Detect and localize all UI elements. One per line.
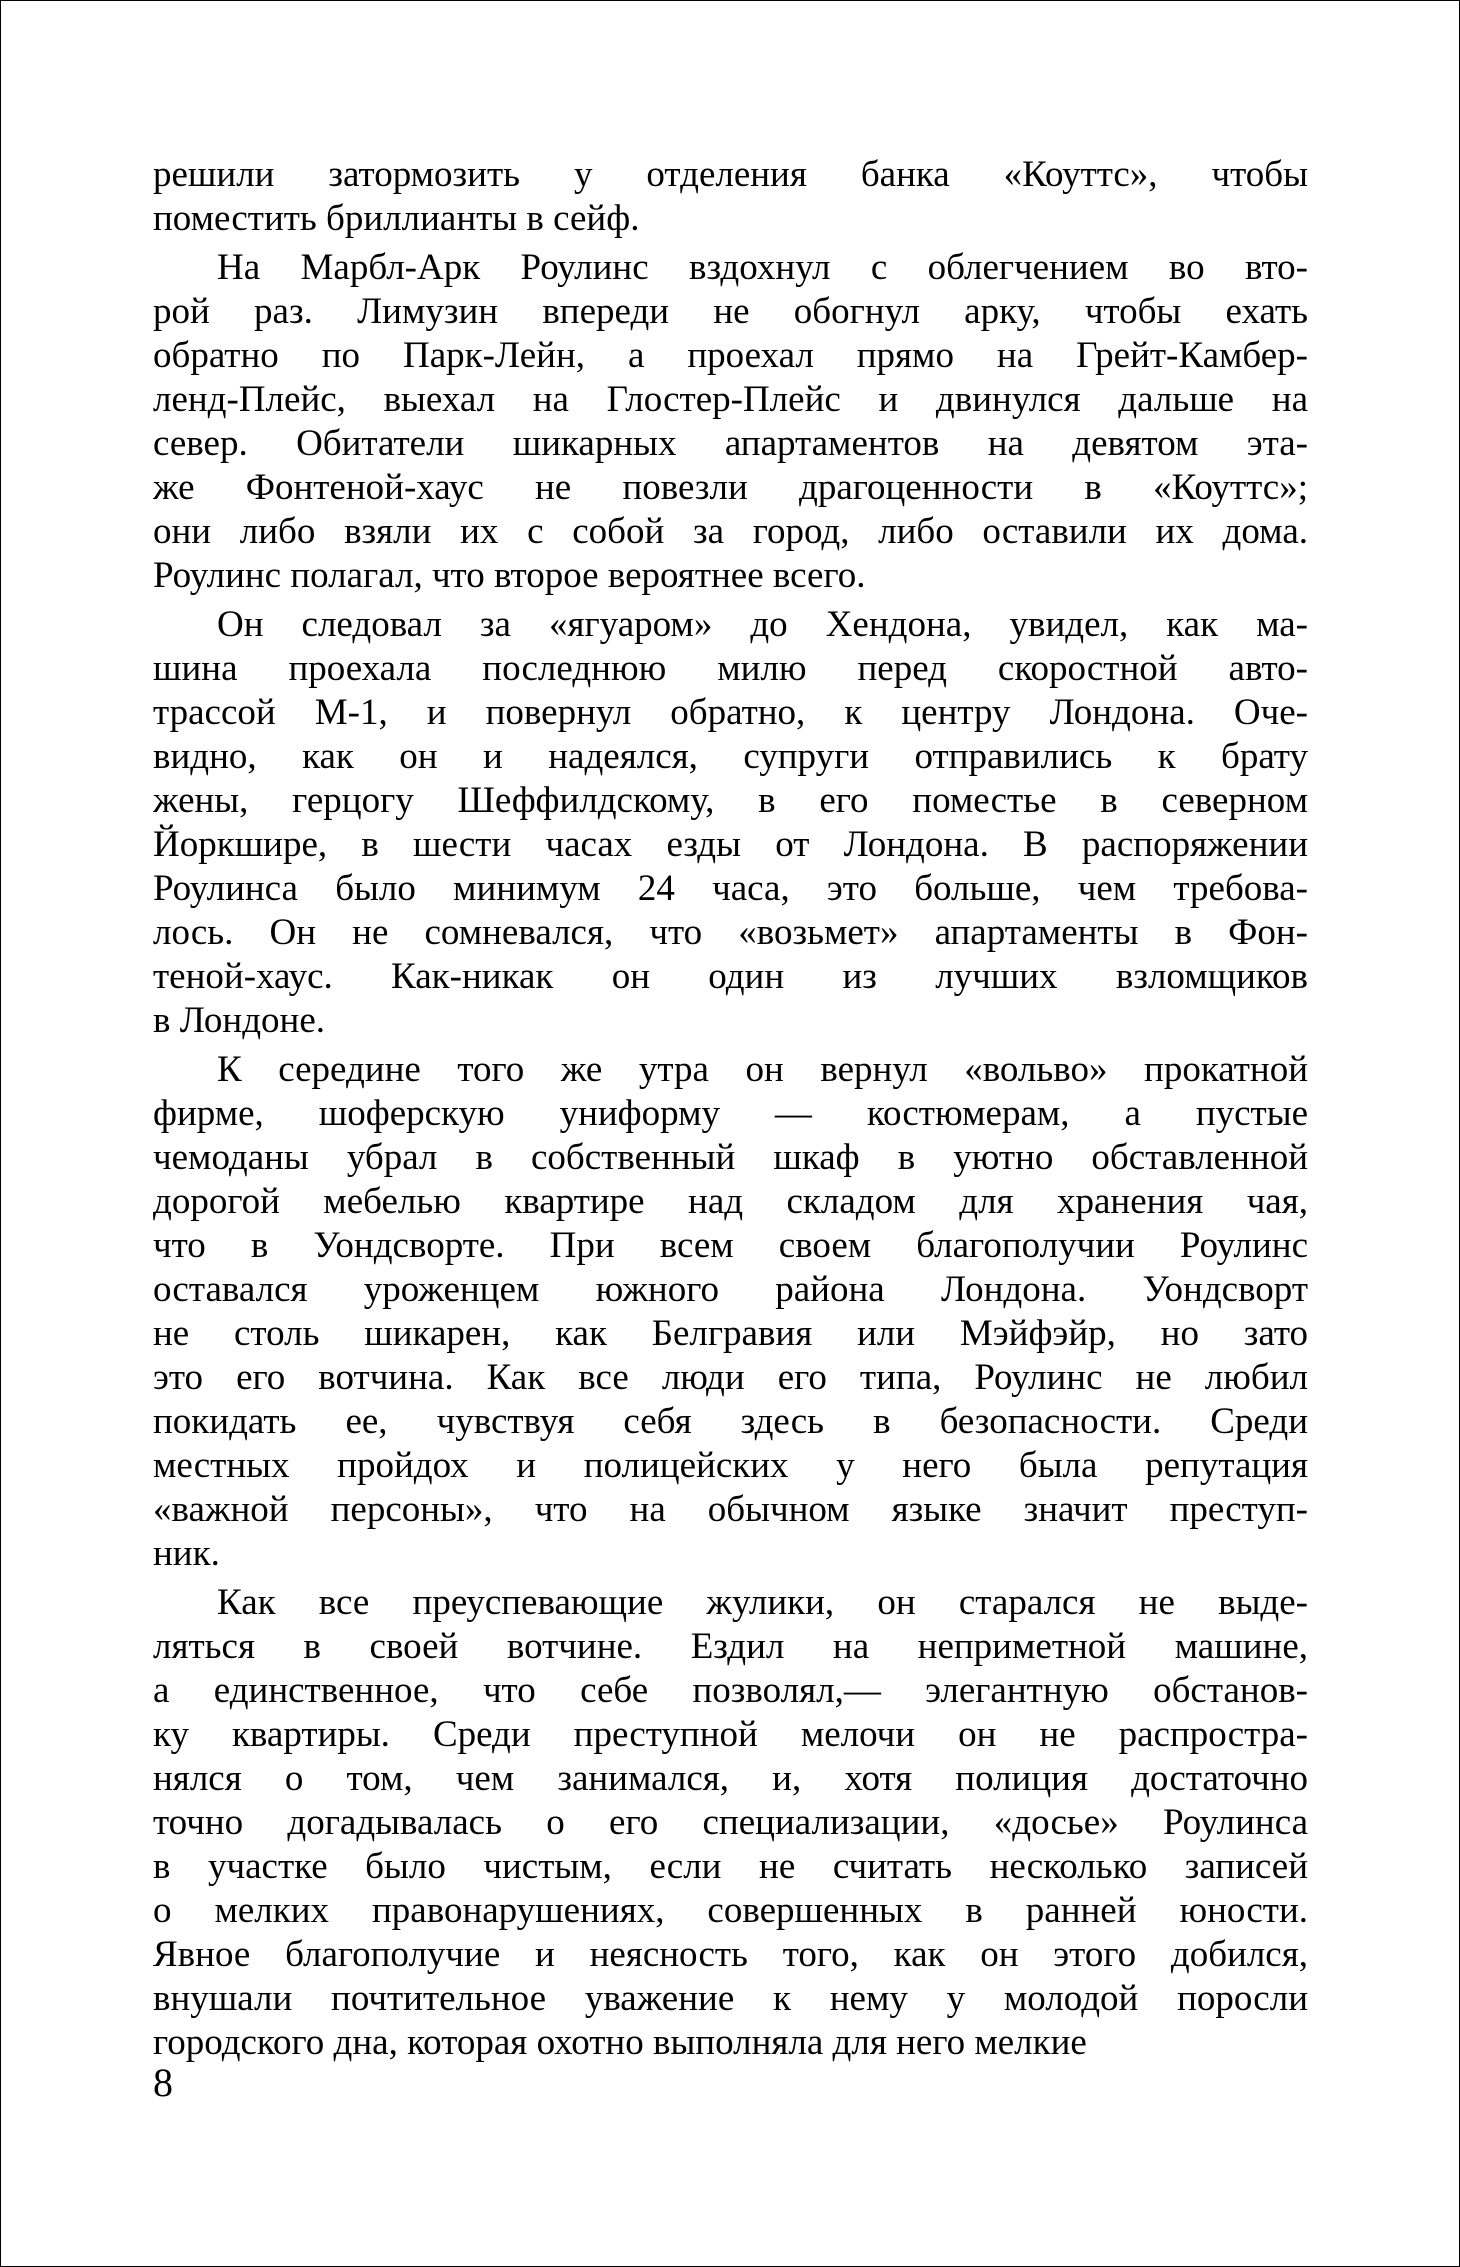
text-line: внушали почтительное уважение к нему у молодой поросли <box>153 1978 1308 2019</box>
text-line: дорогой мебелью квартире над складом для хранения чая, <box>153 1181 1308 1222</box>
paragraph <box>153 1048 1308 1576</box>
text-line: лось. Он не сомневался, что «возьмет» апартаменты в Фон- <box>153 912 1308 953</box>
paragraph <box>153 153 1308 241</box>
text-line: Как все преуспевающие жулики, он старался не выде- <box>217 1582 1308 1623</box>
text-line: что в Уондсворте. При всем своем благополучии Роулинс <box>153 1225 1308 1266</box>
text-line: это его вотчина. Как все люди его типа, Роулинс не любил <box>153 1357 1308 1398</box>
page-number: 8 <box>153 2060 173 2105</box>
text-line: шина проехала последнюю милю перед скоростной авто- <box>153 648 1308 689</box>
text-line: теной-хаус. Как-никак он один из лучших взломщиков <box>153 956 1308 997</box>
text-line: не столь шикарен, как Белгравия или Мэйфэйр, но зато <box>153 1313 1308 1354</box>
text-line: чемоданы убрал в собственный шкаф в уютно обставленной <box>153 1137 1308 1178</box>
text-line: Явное благополучие и неясность того, как он этого добился, <box>153 1934 1308 1975</box>
text-line: решили затормозить у отделения банка «Коуттс», чтобы <box>153 154 1308 195</box>
text-line: Йоркшире, в шести часах езды от Лондона. В распоряжении <box>153 824 1308 865</box>
text-line: «важной персоны», что на обычном языке значит преступ- <box>153 1489 1308 1530</box>
text-line: жены, герцогу Шеффилдскому, в его поместье в северном <box>153 780 1308 821</box>
body-text <box>153 153 1308 2070</box>
text-line: ляться в своей вотчине. Ездил на неприметной машине, <box>153 1626 1308 1667</box>
paragraph <box>153 246 1308 598</box>
text-line: ник. <box>153 1533 220 1574</box>
text-line: Роулинса было минимум 24 часа, это больше, чем требова- <box>153 868 1308 909</box>
text-line: трассой М-1, и повернул обратно, к центру Лондона. Оче- <box>153 692 1308 733</box>
text-line: в Лондоне. <box>153 1000 325 1041</box>
text-line: На Марбл-Арк Роулинс вздохнул с облегчением во вто- <box>217 247 1308 288</box>
paragraph <box>153 1581 1308 2065</box>
text-line: точно догадывалась о его специализации, «досье» Роулинса <box>153 1802 1308 1843</box>
text-line: север. Обитатели шикарных апартаментов на девятом эта- <box>153 423 1308 464</box>
text-line: в участке было чистым, если не считать несколько записей <box>153 1846 1308 1887</box>
text-line: ку квартиры. Среди преступной мелочи он не распростра- <box>153 1714 1308 1755</box>
text-line: городского дна, которая охотно выполняла для него мелкие <box>153 2022 1087 2063</box>
text-line: покидать ее, чувствуя себя здесь в безопасности. Среди <box>153 1401 1308 1442</box>
text-line: местных пройдох и полицейских у него была репутация <box>153 1445 1308 1486</box>
text-line: о мелких правонарушениях, совершенных в ранней юности. <box>153 1890 1308 1931</box>
paragraph <box>153 603 1308 1043</box>
text-line: они либо взяли их с собой за город, либо оставили их дома. <box>153 511 1308 552</box>
text-line: ленд-Плейс, выехал на Глостер-Плейс и двинулся дальше на <box>153 379 1308 420</box>
text-line: фирме, шоферскую униформу — костюмерам, а пустые <box>153 1093 1308 1134</box>
text-line: видно, как он и надеялся, супруги отправились к брату <box>153 736 1308 777</box>
text-line: поместить бриллианты в сейф. <box>153 198 640 239</box>
text-line: оставался уроженцем южного района Лондона. Уондсворт <box>153 1269 1308 1310</box>
text-line: обратно по Парк-Лейн, а проехал прямо на Грейт-Камбер- <box>153 335 1308 376</box>
text-line: К середине того же утра он вернул «вольво» прокатной <box>217 1049 1308 1090</box>
text-line: Роулинс полагал, что второе вероятнее всего. <box>153 555 866 596</box>
text-line: рой раз. Лимузин впереди не обогнул арку, чтобы ехать <box>153 291 1308 332</box>
text-line: же Фонтеной-хаус не повезли драгоценности в «Коуттс»; <box>153 467 1308 508</box>
text-line: Он следовал за «ягуаром» до Хендона, увидел, как ма- <box>217 604 1308 645</box>
text-line: нялся о том, чем занимался, и, хотя полиция достаточно <box>153 1758 1308 1799</box>
text-line: а единственное, что себе позволял,— элегантную обстанов- <box>153 1670 1308 1711</box>
